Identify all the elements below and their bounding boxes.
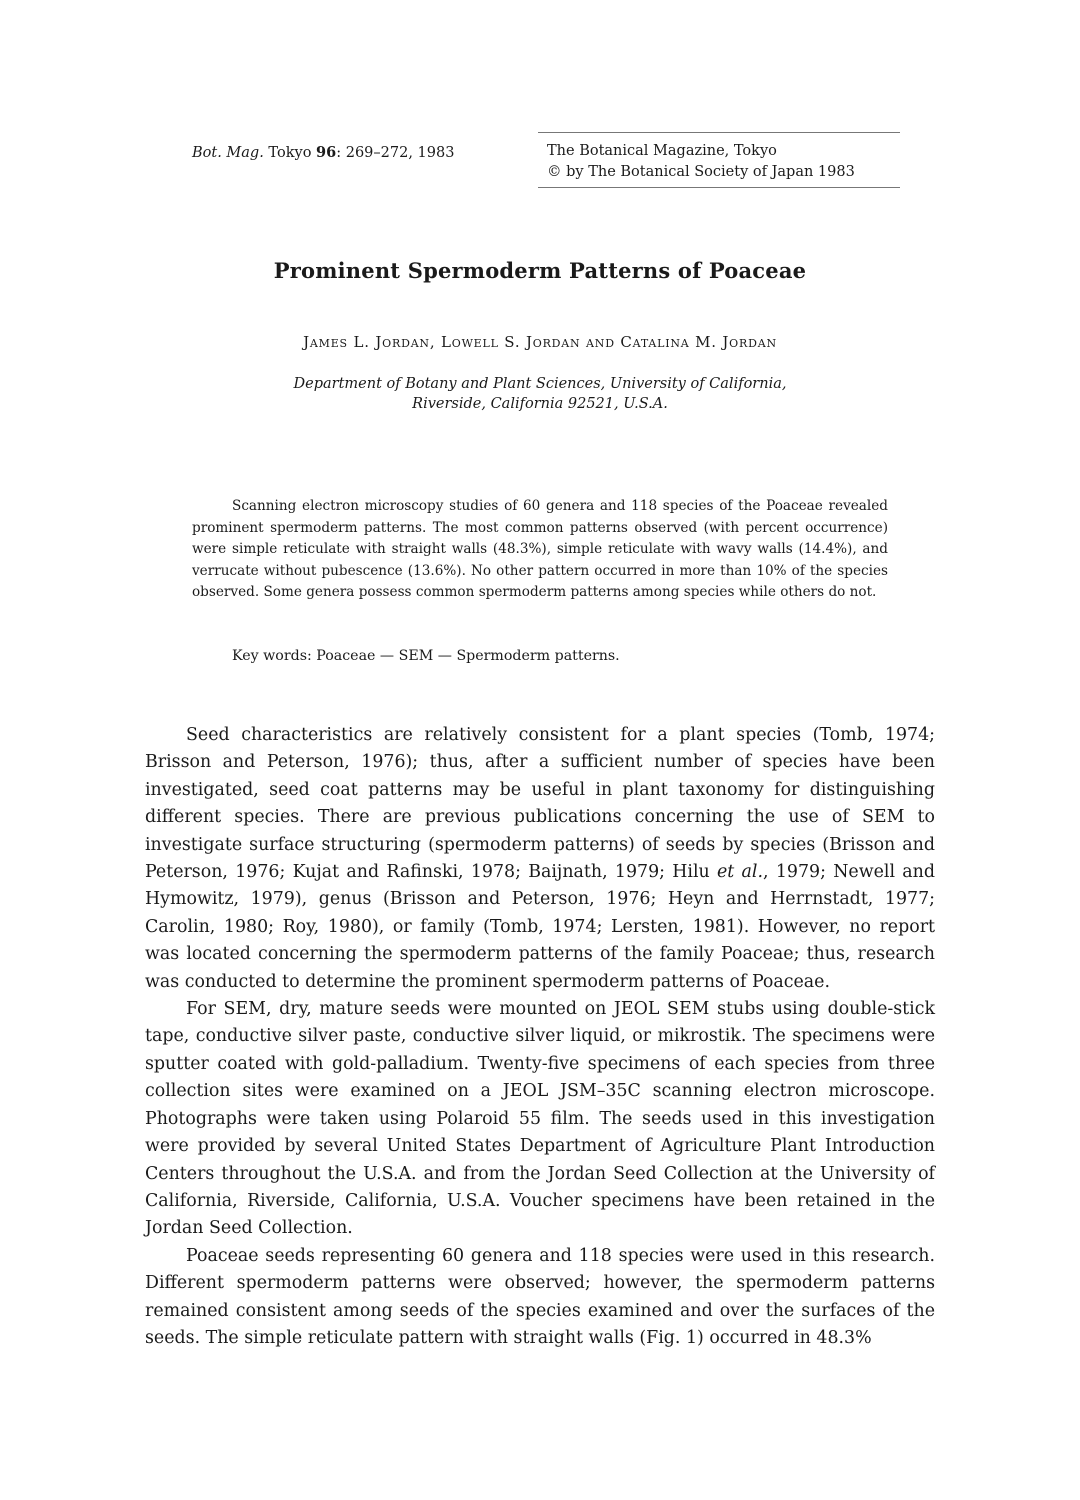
pages-year: : 269–272, 1983	[336, 145, 455, 161]
author-list: James L. Jordan, Lowell S. Jordan and Catalina M. Jordan	[303, 333, 777, 351]
publisher-rule-bottom	[538, 187, 900, 188]
publisher-block	[538, 132, 900, 188]
journal-city: Tokyo	[263, 145, 317, 161]
journal-volume: 96	[316, 144, 337, 161]
paragraph-3: Poaceae seeds representing 60 genera and 118 species were used in this research. Different spermoderm patterns were observed; however, the spermoderm patterns remained consistent among seeds of the species examined and over the surfaces of the seeds. The simple reticulate pattern with straight walls (Fig. 1) occurred in 48.3%	[145, 1245, 935, 1348]
keywords: Key words: Poaceae — SEM — Spermoderm patterns.	[232, 648, 620, 664]
publisher-line-2: © by The Botanical Society of Japan 1983	[547, 164, 855, 180]
et-al: et al.	[717, 862, 764, 883]
affiliation	[0, 374, 1080, 414]
affiliation-line-1: Department of Botany and Plant Sciences, University of California,	[293, 376, 787, 392]
publisher-line-1: The Botanical Magazine, Tokyo	[547, 143, 777, 159]
paragraph-1-part-2: , 1979; Newell and Hymowitz, 1979), genus (Brisson and Peterson, 1976; Heyn and Herrnstadt, 1977; Carolin, 1980; Roy, 1980), or family (Tomb, 1974; Lersten, 1981). However, no report was located concerning the spermoderm patterns of the family Poaceae; thus, research was conducted to determine the prominent spermoderm patterns of Poaceae.	[145, 862, 935, 992]
affiliation-line-2: Riverside, California 92521, U.S.A.	[412, 396, 668, 412]
paragraph-2: For SEM, dry, mature seeds were mounted on JEOL SEM stubs using double-stick tape, conductive silver paste, conductive silver liquid, or mikrostik. The specimens were sputter coated with gold-palladium. Twenty-five specimens of each species from three collection sites were examined on a JEOL JSM–35C scanning electron microscope. Photographs were taken using Polaroid 55 film. The seeds used in this investigation were provided by several United States Department of Agriculture Plant Introduction Centers throughout the U.S.A. and from the Jordan Seed Collection at the University of California, Riverside, California, U.S.A. Voucher specimens have been retained in the Jordan Seed Collection.	[145, 999, 935, 1239]
paragraph-1-part-1: Seed characteristics are relatively consistent for a plant species (Tomb, 1974; Brisson and Peterson, 1976); thus, after a sufficient number of species have been investigated, seed coat patterns may be useful in plant taxonomy for distinguishing different species. There are previous publications concerning the use of SEM to investigate surface structuring (spermoderm patterns) of seeds by species (Brisson and Peterson, 1976; Kujat and Rafinski, 1978; Baijnath, 1979; Hilu	[145, 725, 935, 883]
abstract: Scanning electron microscopy studies of 60 genera and 118 species of the Poaceae revealed prominent spermoderm patterns. The most common patterns observed (with percent occurrence) were simple reticulate with straight walls (48.3%), simple reticulate with wavy walls (14.4%), and verrucate without pubescence (13.6%). No other pattern occurred in more than 10% of the species observed. Some genera possess common spermoderm patterns among species while others do not.	[192, 498, 888, 600]
body-text	[145, 722, 935, 1352]
paper-title: Prominent Spermoderm Patterns of Poaceae	[273, 258, 807, 283]
journal-abbrev: Bot. Mag.	[192, 145, 264, 161]
publisher-rule-top	[538, 132, 900, 133]
citation-header	[192, 144, 454, 161]
paragraph-1	[145, 722, 935, 996]
